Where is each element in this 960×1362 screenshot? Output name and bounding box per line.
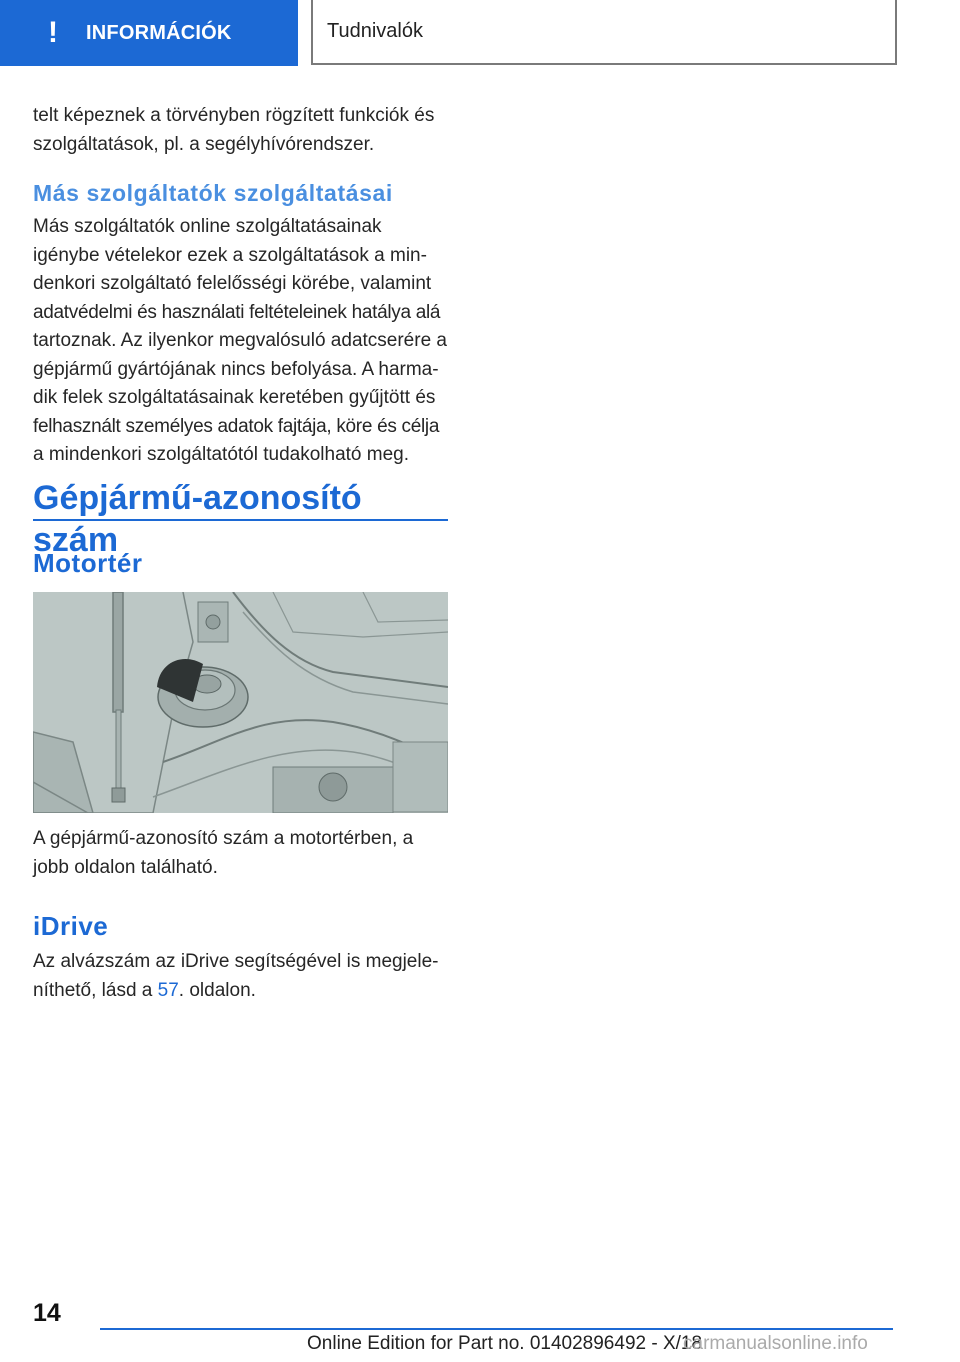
intro-line: szolgáltatások, pl. a segélyhívórendszer. — [33, 133, 375, 155]
page-number: 14 — [33, 1299, 61, 1327]
exclamation-icon: ! — [48, 16, 58, 49]
chapter-label: Tudnivalók — [327, 20, 423, 42]
paragraph-line — [33, 977, 448, 1006]
engine-bay-illustration — [33, 592, 448, 813]
watermark: carmanualsonline.info — [683, 1333, 868, 1354]
paragraph-line: jobb oldalon található. — [33, 856, 218, 878]
vin-heading: Gépjármű-azonosító szám — [33, 479, 362, 559]
paragraph-text: níthető, lásd a — [33, 979, 158, 1001]
section-tab — [0, 0, 298, 66]
paragraph-line: Az alvázszám az iDrive segítségével is megjele- — [33, 951, 439, 972]
engine-bay-heading: Motortér — [33, 548, 143, 578]
third-party-paragraph — [33, 213, 448, 470]
paragraph-line: dik felek szolgáltatásainak keretében gyűjtött és — [33, 387, 436, 408]
intro-line: telt képeznek a törvényben rögzített funkciók és — [33, 105, 435, 126]
paragraph-line: gépjármű gyártójának nincs befolyása. A harma- — [33, 358, 439, 380]
paragraph-line: adatvédelmi és használati feltételeinek hatálya alá — [33, 301, 441, 323]
engine-bay-figure — [33, 592, 448, 813]
paragraph-line: tartoznak. Az ilyenkor megvalósuló adatcserére a — [33, 330, 447, 351]
intro-paragraph — [33, 102, 448, 159]
engine-bay-paragraph — [33, 825, 448, 882]
footer-rule — [100, 1328, 893, 1330]
paragraph-line: A gépjármű-azonosító szám a motortérben, a — [33, 828, 414, 849]
paragraph-line: a mindenkori szolgáltatótól tudakolható meg. — [33, 444, 410, 465]
section-label: INFORMÁCIÓK — [86, 21, 232, 44]
paragraph-line: denkori szolgáltató felelősségi körébe, valamint — [33, 273, 432, 294]
third-party-heading: Más szolgáltatók szolgáltatásai — [33, 180, 393, 206]
idrive-heading: iDrive — [33, 911, 109, 941]
paragraph-line: felhasznált személyes adatok fajtája, köre és célja — [33, 415, 440, 437]
paragraph-line: igénybe vételekor ezek a szolgáltatások a min- — [33, 244, 427, 266]
page-link[interactable]: 57 — [157, 979, 179, 1001]
heading-rule — [33, 519, 448, 521]
paragraph-line: Más szolgáltatók online szolgáltatásainak — [33, 216, 382, 237]
idrive-paragraph — [33, 948, 448, 1005]
paragraph-text: . oldalon. — [178, 979, 256, 1001]
edition-text: Online Edition for Part no. 01402896492 - X/18 — [307, 1333, 703, 1354]
chapter-header — [311, 0, 897, 65]
